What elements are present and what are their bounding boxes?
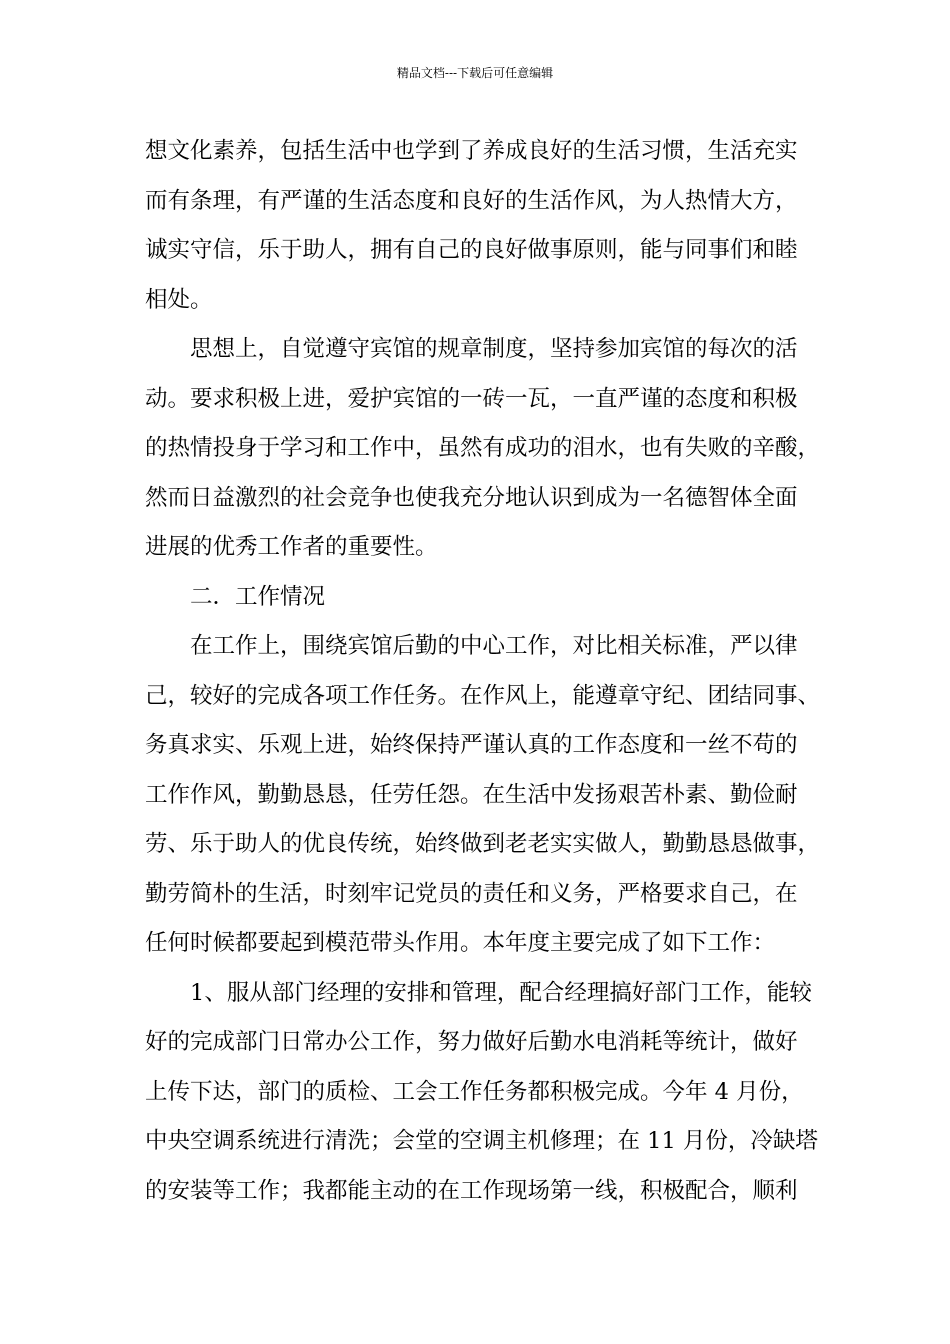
body-text-line: 上传下达，部门的质检、工会工作任务都积极完成。今年 4 月份， bbox=[145, 1078, 804, 1105]
body-text-line: 1、服从部门经理的安排和管理，配合经理搞好部门工作，能较 bbox=[190, 979, 812, 1006]
body-text-line: 思想上，自觉遵守宾馆的规章制度，坚持参加宾馆的每次的活 bbox=[190, 336, 798, 362]
body-text-line: 在工作上，围绕宾馆后勤的中心工作，对比相关标准，严以律 bbox=[190, 633, 798, 659]
body-text-line: 好的完成部门日常办公工作，努力做好后勤水电消耗等统计，做好 bbox=[145, 1029, 798, 1055]
body-text-line: 相处。 bbox=[145, 286, 213, 313]
body-text-line: 务真求实、乐观上进，始终保持严谨认真的工作态度和一丝不苟的 bbox=[145, 732, 798, 758]
body-text-line: 劳、乐于助人的优良传统，始终做到老老实实做人，勤勤恳恳做事， bbox=[145, 831, 821, 857]
body-text-line: 然而日益激烈的社会竞争也使我充分地认识到成为一名德智体全面 bbox=[145, 484, 798, 511]
body-text-line: 诚实守信，乐于助人，拥有自己的良好做事原则，能与同事们和睦 bbox=[145, 237, 798, 263]
body-text-line: 动。要求积极上进，爱护宾馆的一砖一瓦，一直严谨的态度和积极 bbox=[145, 385, 798, 412]
body-text-line: 而有条理，有严谨的生活态度和良好的生活作风，为人热情大方， bbox=[145, 187, 798, 214]
body-text-line: 的热情投身于学习和工作中，虽然有成功的泪水，也有失败的辛酸， bbox=[145, 435, 821, 461]
body-text-line: 己，较好的完成各项工作任务。在作风上，能遵章守纪、团结同事、 bbox=[145, 682, 821, 709]
document-body bbox=[145, 127, 825, 1216]
body-text-line: 的安装等工作；我都能主动的在工作现场第一线，积极配合，顺利 bbox=[145, 1177, 798, 1204]
page-header: 精品文档---下载后可任意编辑 bbox=[396, 66, 554, 80]
body-text-line: 中央空调系统进行清洗；会堂的空调主机修理；在 11 月份，冷缺塔 bbox=[145, 1128, 818, 1154]
body-text-line: 勤劳简朴的生活，时刻牢记党员的责任和义务，严格要求自己，在 bbox=[145, 880, 798, 907]
body-text-line: 进展的优秀工作者的重要性。 bbox=[145, 534, 438, 560]
body-text-line: 任何时候都要起到模范带头作用。本年度主要完成了如下工作： bbox=[145, 930, 776, 956]
body-text-line: 二．工作情况 bbox=[190, 583, 326, 610]
body-text-line: 想文化素养，包括生活中也学到了养成良好的生活习惯，生活充实 bbox=[145, 138, 798, 164]
body-text-line: 工作作风，勤勤恳恳，任劳任怨。在生活中发扬艰苦朴素、勤俭耐 bbox=[145, 781, 798, 808]
